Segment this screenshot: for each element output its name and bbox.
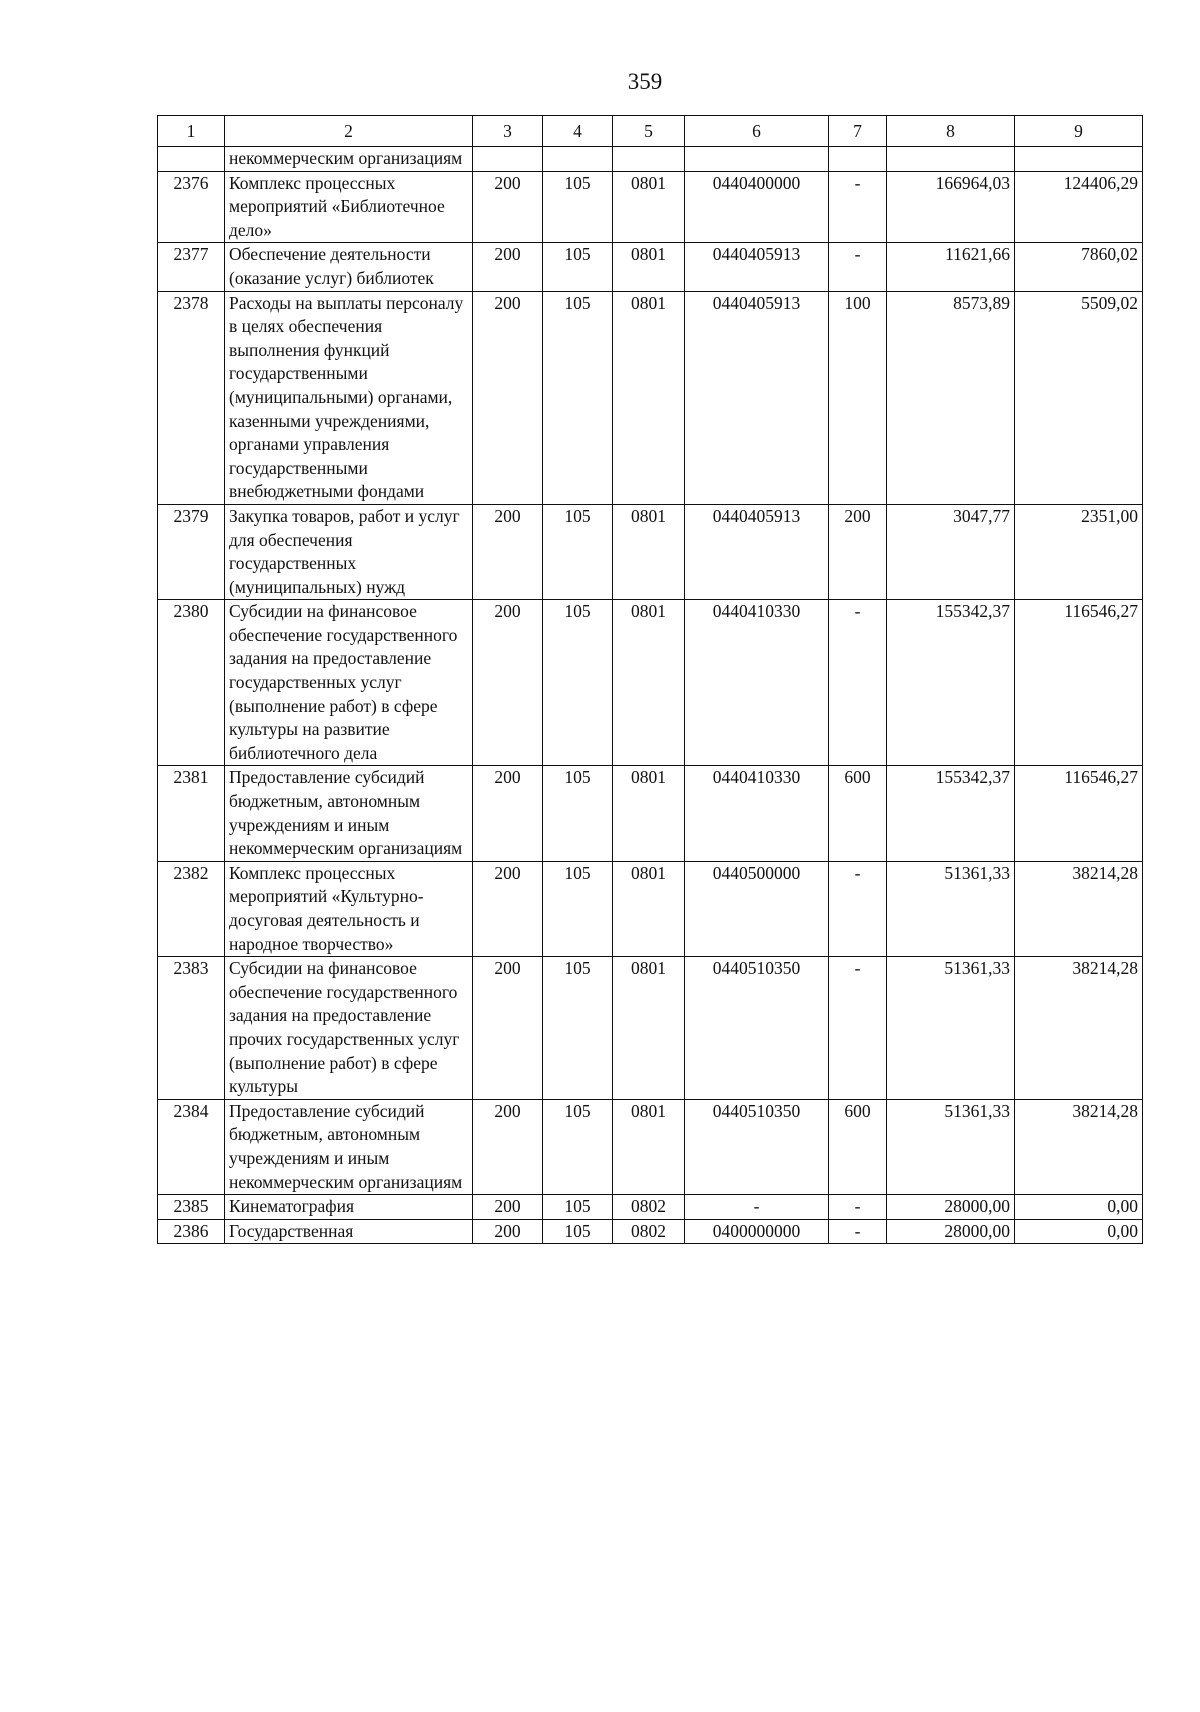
row-number-cell: 2379 <box>158 504 225 599</box>
row-name-cell: Государственная <box>225 1219 473 1244</box>
col6-code-cell: 0440405913 <box>685 291 829 504</box>
table-row <box>158 1195 1143 1220</box>
header-cell: 9 <box>1015 116 1143 147</box>
table-row <box>158 861 1143 956</box>
col7-code-cell: 200 <box>829 504 887 599</box>
col6-code-cell: 0440510350 <box>685 957 829 1100</box>
table-row <box>158 600 1143 766</box>
col3-code-cell: 200 <box>473 171 543 243</box>
col8-amount-cell: 51361,33 <box>887 861 1015 956</box>
row-number-cell: 2381 <box>158 766 225 861</box>
row-number-cell: 2378 <box>158 291 225 504</box>
col7-code-cell: - <box>829 600 887 766</box>
col4-code-cell: 105 <box>543 957 613 1100</box>
col7-code-cell: 100 <box>829 291 887 504</box>
col5-code-cell: 0802 <box>613 1219 685 1244</box>
col8-amount-cell: 51361,33 <box>887 957 1015 1100</box>
col5-code-cell <box>613 147 685 172</box>
col4-code-cell: 105 <box>543 504 613 599</box>
col5-code-cell: 0801 <box>613 600 685 766</box>
col4-code-cell: 105 <box>543 861 613 956</box>
col3-code-cell: 200 <box>473 504 543 599</box>
col5-code-cell: 0802 <box>613 1195 685 1220</box>
header-cell: 3 <box>473 116 543 147</box>
col7-code-cell: - <box>829 861 887 956</box>
col4-code-cell: 105 <box>543 291 613 504</box>
col4-code-cell: 105 <box>543 766 613 861</box>
col5-code-cell: 0801 <box>613 957 685 1100</box>
row-name-cell: Предоставление субсидий бюджетным, автономным учреждениям и иным некоммерческим организациям <box>225 766 473 861</box>
header-cell: 6 <box>685 116 829 147</box>
header-cell: 5 <box>613 116 685 147</box>
col5-code-cell: 0801 <box>613 291 685 504</box>
col9-amount-cell: 0,00 <box>1015 1195 1143 1220</box>
col7-code-cell: - <box>829 1219 887 1244</box>
col5-code-cell: 0801 <box>613 171 685 243</box>
col6-code-cell: 0440410330 <box>685 766 829 861</box>
row-number-cell: 2377 <box>158 243 225 291</box>
col9-amount-cell: 7860,02 <box>1015 243 1143 291</box>
row-name-cell: Обеспечение деятельности (оказание услуг) библиотек <box>225 243 473 291</box>
col9-amount-cell <box>1015 147 1143 172</box>
col5-code-cell: 0801 <box>613 243 685 291</box>
row-name-cell: Субсидии на финансовое обеспечение государственного задания на предоставление государственных услуг (выполнение работ) в сфере культуры на развитие библиотечного дела <box>225 600 473 766</box>
table-body <box>158 147 1143 1244</box>
row-number-cell: 2384 <box>158 1099 225 1194</box>
col6-code-cell: 0440410330 <box>685 600 829 766</box>
col6-code-cell: 0440400000 <box>685 171 829 243</box>
row-name-cell: Предоставление субсидий бюджетным, автономным учреждениям и иным некоммерческим организациям <box>225 1099 473 1194</box>
col6-code-cell: - <box>685 1195 829 1220</box>
col8-amount-cell: 28000,00 <box>887 1195 1015 1220</box>
header-cell: 4 <box>543 116 613 147</box>
col4-code-cell <box>543 147 613 172</box>
col9-amount-cell: 116546,27 <box>1015 766 1143 861</box>
budget-table <box>157 115 1143 1244</box>
row-name-cell: Расходы на выплаты персоналу в целях обеспечения выполнения функций государственными (муниципальными) органами, казенными учреждениями, органами управления государственными внебюджетными фондами <box>225 291 473 504</box>
header-cell: 2 <box>225 116 473 147</box>
row-number-cell: 2380 <box>158 600 225 766</box>
header-row <box>158 116 1143 147</box>
col9-amount-cell: 124406,29 <box>1015 171 1143 243</box>
col6-code-cell <box>685 147 829 172</box>
col4-code-cell: 105 <box>543 600 613 766</box>
row-name-cell: Кинематография <box>225 1195 473 1220</box>
header-cell: 1 <box>158 116 225 147</box>
col6-code-cell: 0400000000 <box>685 1219 829 1244</box>
col7-code-cell: - <box>829 957 887 1100</box>
col8-amount-cell: 11621,66 <box>887 243 1015 291</box>
col3-code-cell: 200 <box>473 600 543 766</box>
col3-code-cell: 200 <box>473 1219 543 1244</box>
col8-amount-cell: 28000,00 <box>887 1219 1015 1244</box>
col5-code-cell: 0801 <box>613 504 685 599</box>
table-row <box>158 243 1143 291</box>
col8-amount-cell: 51361,33 <box>887 1099 1015 1194</box>
page-number: 359 <box>627 69 663 94</box>
col4-code-cell: 105 <box>543 1099 613 1194</box>
col3-code-cell: 200 <box>473 1195 543 1220</box>
col6-code-cell: 0440405913 <box>685 504 829 599</box>
row-name-cell: Комплекс процессных мероприятий «Культурно-досуговая деятельность и народное творчество» <box>225 861 473 956</box>
row-number-cell <box>158 147 225 172</box>
col5-code-cell: 0801 <box>613 861 685 956</box>
col9-amount-cell: 2351,00 <box>1015 504 1143 599</box>
col3-code-cell: 200 <box>473 957 543 1100</box>
row-number-cell: 2386 <box>158 1219 225 1244</box>
row-number-cell: 2385 <box>158 1195 225 1220</box>
col8-amount-cell: 155342,37 <box>887 766 1015 861</box>
table-row <box>158 1219 1143 1244</box>
row-name-cell: некоммерческим организациям <box>225 147 473 172</box>
col8-amount-cell <box>887 147 1015 172</box>
col3-code-cell: 200 <box>473 243 543 291</box>
row-number-cell: 2376 <box>158 171 225 243</box>
col9-amount-cell: 0,00 <box>1015 1219 1143 1244</box>
col7-code-cell: - <box>829 171 887 243</box>
row-name-cell: Субсидии на финансовое обеспечение государственного задания на предоставление прочих государственных услуг (выполнение работ) в сфере культуры <box>225 957 473 1100</box>
col6-code-cell: 0440500000 <box>685 861 829 956</box>
col8-amount-cell: 166964,03 <box>887 171 1015 243</box>
col3-code-cell: 200 <box>473 1099 543 1194</box>
table-row <box>158 147 1143 172</box>
col9-amount-cell: 38214,28 <box>1015 1099 1143 1194</box>
col7-code-cell <box>829 147 887 172</box>
col7-code-cell: 600 <box>829 1099 887 1194</box>
col4-code-cell: 105 <box>543 171 613 243</box>
row-name-cell: Комплекс процессных мероприятий «Библиотечное дело» <box>225 171 473 243</box>
col6-code-cell: 0440510350 <box>685 1099 829 1194</box>
row-name-cell: Закупка товаров, работ и услуг для обеспечения государственных (муниципальных) нужд <box>225 504 473 599</box>
col3-code-cell: 200 <box>473 861 543 956</box>
col7-code-cell: - <box>829 243 887 291</box>
col9-amount-cell: 116546,27 <box>1015 600 1143 766</box>
table-row <box>158 1099 1143 1194</box>
header-cell: 7 <box>829 116 887 147</box>
col5-code-cell: 0801 <box>613 1099 685 1194</box>
col8-amount-cell: 3047,77 <box>887 504 1015 599</box>
table-row <box>158 291 1143 504</box>
col7-code-cell: 600 <box>829 766 887 861</box>
col9-amount-cell: 5509,02 <box>1015 291 1143 504</box>
table-row <box>158 171 1143 243</box>
col8-amount-cell: 8573,89 <box>887 291 1015 504</box>
header-cell: 8 <box>887 116 1015 147</box>
table-row <box>158 957 1143 1100</box>
table-row <box>158 766 1143 861</box>
col8-amount-cell: 155342,37 <box>887 600 1015 766</box>
col9-amount-cell: 38214,28 <box>1015 957 1143 1100</box>
col7-code-cell: - <box>829 1195 887 1220</box>
col5-code-cell: 0801 <box>613 766 685 861</box>
col3-code-cell <box>473 147 543 172</box>
row-number-cell: 2382 <box>158 861 225 956</box>
row-number-cell: 2383 <box>158 957 225 1100</box>
col4-code-cell: 105 <box>543 1219 613 1244</box>
table-row <box>158 504 1143 599</box>
col3-code-cell: 200 <box>473 766 543 861</box>
col3-code-cell: 200 <box>473 291 543 504</box>
col4-code-cell: 105 <box>543 243 613 291</box>
col6-code-cell: 0440405913 <box>685 243 829 291</box>
col4-code-cell: 105 <box>543 1195 613 1220</box>
col9-amount-cell: 38214,28 <box>1015 861 1143 956</box>
